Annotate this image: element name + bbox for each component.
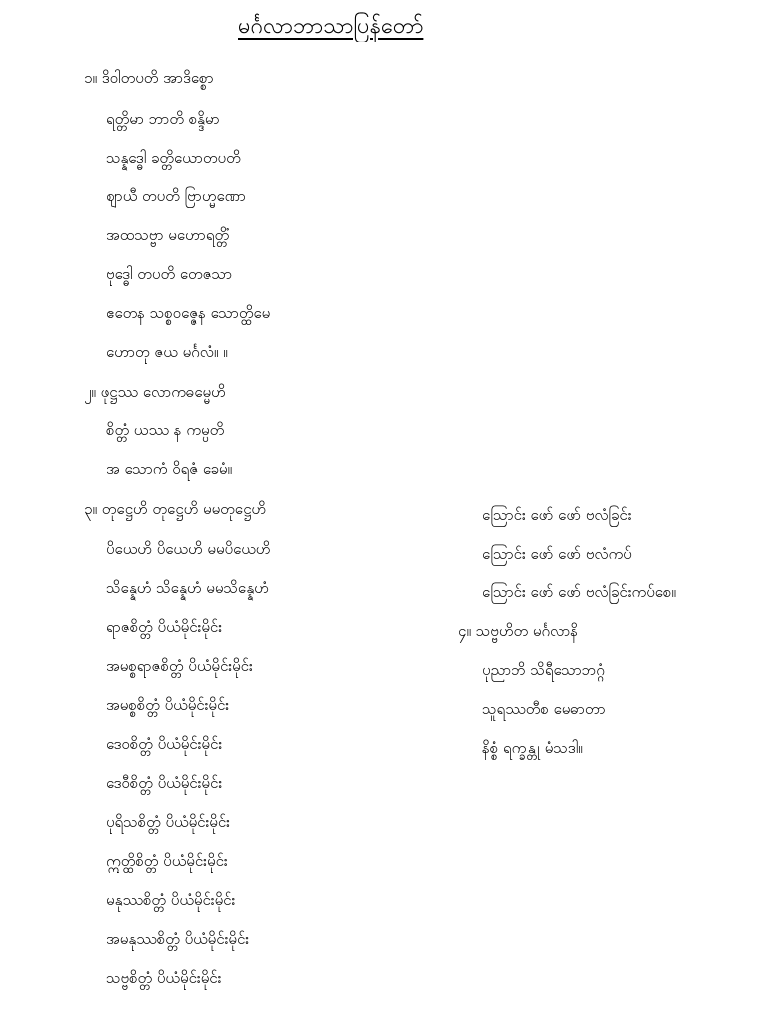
- verse-line: ဒေဝစိတ္တံ ပိယံမိုင်းမိုင်း: [106, 735, 223, 753]
- verse-line: သူရဿတီစ မေဓာတာ: [482, 700, 606, 718]
- verse-line: ဈာယီ တပတိ ဗြာဟ္မဏော: [106, 187, 246, 205]
- verse-line: သန္နဒ္ဓေါ ခတ္တိယောတပတိ: [106, 149, 241, 167]
- verse-line: အမစ္စစိတ္တံ ပိယံမိုင်းမိုင်း: [106, 696, 230, 714]
- verse-line: မနုဿစိတ္တံ ပိယံမိုင်းမိုင်း: [106, 891, 236, 909]
- verse-line: ရာဇစိတ္တံ ပိယံမိုင်းမိုင်း: [106, 618, 223, 636]
- verse-line: အမစ္စရာဇစိတ္တံ ပိယံမိုင်းမိုင်း: [106, 657, 253, 675]
- page-title: မင်္ဂလာဘာသာပြန်တော်: [238, 14, 424, 39]
- verse-line: ၃။ တုဋ္ဌေဟိ တုဋ္ဌေဟိ မမတုဋ္ဌေဟိ: [84, 500, 267, 518]
- verse-line: ဣတ္ထိစိတ္တံ ပိယံမိုင်းမိုင်း: [106, 852, 228, 870]
- verse-line: ပုညာဘိ သိရီသောဘဂ္ဂံ: [482, 661, 605, 679]
- verse-line: ၂။ ဖုဋ္ဌဿ လောကဓမ္မေဟိ: [84, 383, 226, 401]
- verse-line: ၄။ သဗ္ဗဟိတ မင်္ဂလာနိ: [458, 622, 578, 640]
- verse-line: စိတ္တံ ယဿ န ကမ္ပတိ: [106, 421, 225, 439]
- verse-line: ရတ္တိမာ ဘာတိ စန္ဒိမာ: [106, 110, 220, 128]
- verse-line: ဟောတု ဇယ မင်္ဂလံ။ ။: [106, 343, 228, 361]
- verse-line: အ သောကံ ဝိရဇံ ခေမံ။: [106, 460, 233, 478]
- verse-line: ဧတေန သစ္စဝဇ္ဇေန သောတ္ထိမေ: [106, 304, 271, 322]
- verse-line: သိန္နေဟံ သိန္နေဟံ မမသိန္နေဟံ: [106, 579, 269, 597]
- verse-line: သြောင်း ဖော် ဖော် ဗလံကပ်: [482, 545, 632, 563]
- verse-line: ၁။ ဒိဝါတပတိ အာဒိစ္စော: [84, 69, 214, 87]
- verse-line: အထသဗ္ဗာ မဟောရတ္တိံ: [106, 226, 230, 244]
- verse-line: နိစ္စံ ရက္ခန္တု မံသဒါ။: [482, 739, 583, 757]
- verse-line: ဒေဝီစိတ္တံ ပိယံမိုင်းမိုင်း: [106, 774, 223, 792]
- verse-line: ဗုဒ္ဓေါ တပတိ တေဇသာ: [106, 265, 233, 283]
- verse-line: ပုရိသစိတ္တံ ပိယံမိုင်းမိုင်း: [106, 813, 230, 831]
- verse-line: သြောင်း ဖော် ဖော် ဗလံခြင်းကပ်စေ။: [482, 583, 676, 601]
- verse-line: သဗ္ဗစိတ္တံ ပိယံမိုင်းမိုင်း: [106, 969, 222, 987]
- verse-line: သြောင်း ဖော် ဖော် ဗလံခြင်း: [482, 506, 632, 524]
- verse-line: ပိယေဟိ ပိယေဟိ မမပိယေဟိ: [106, 540, 271, 558]
- verse-line: အမနုဿစိတ္တံ ပိယံမိုင်းမိုင်း: [106, 930, 250, 948]
